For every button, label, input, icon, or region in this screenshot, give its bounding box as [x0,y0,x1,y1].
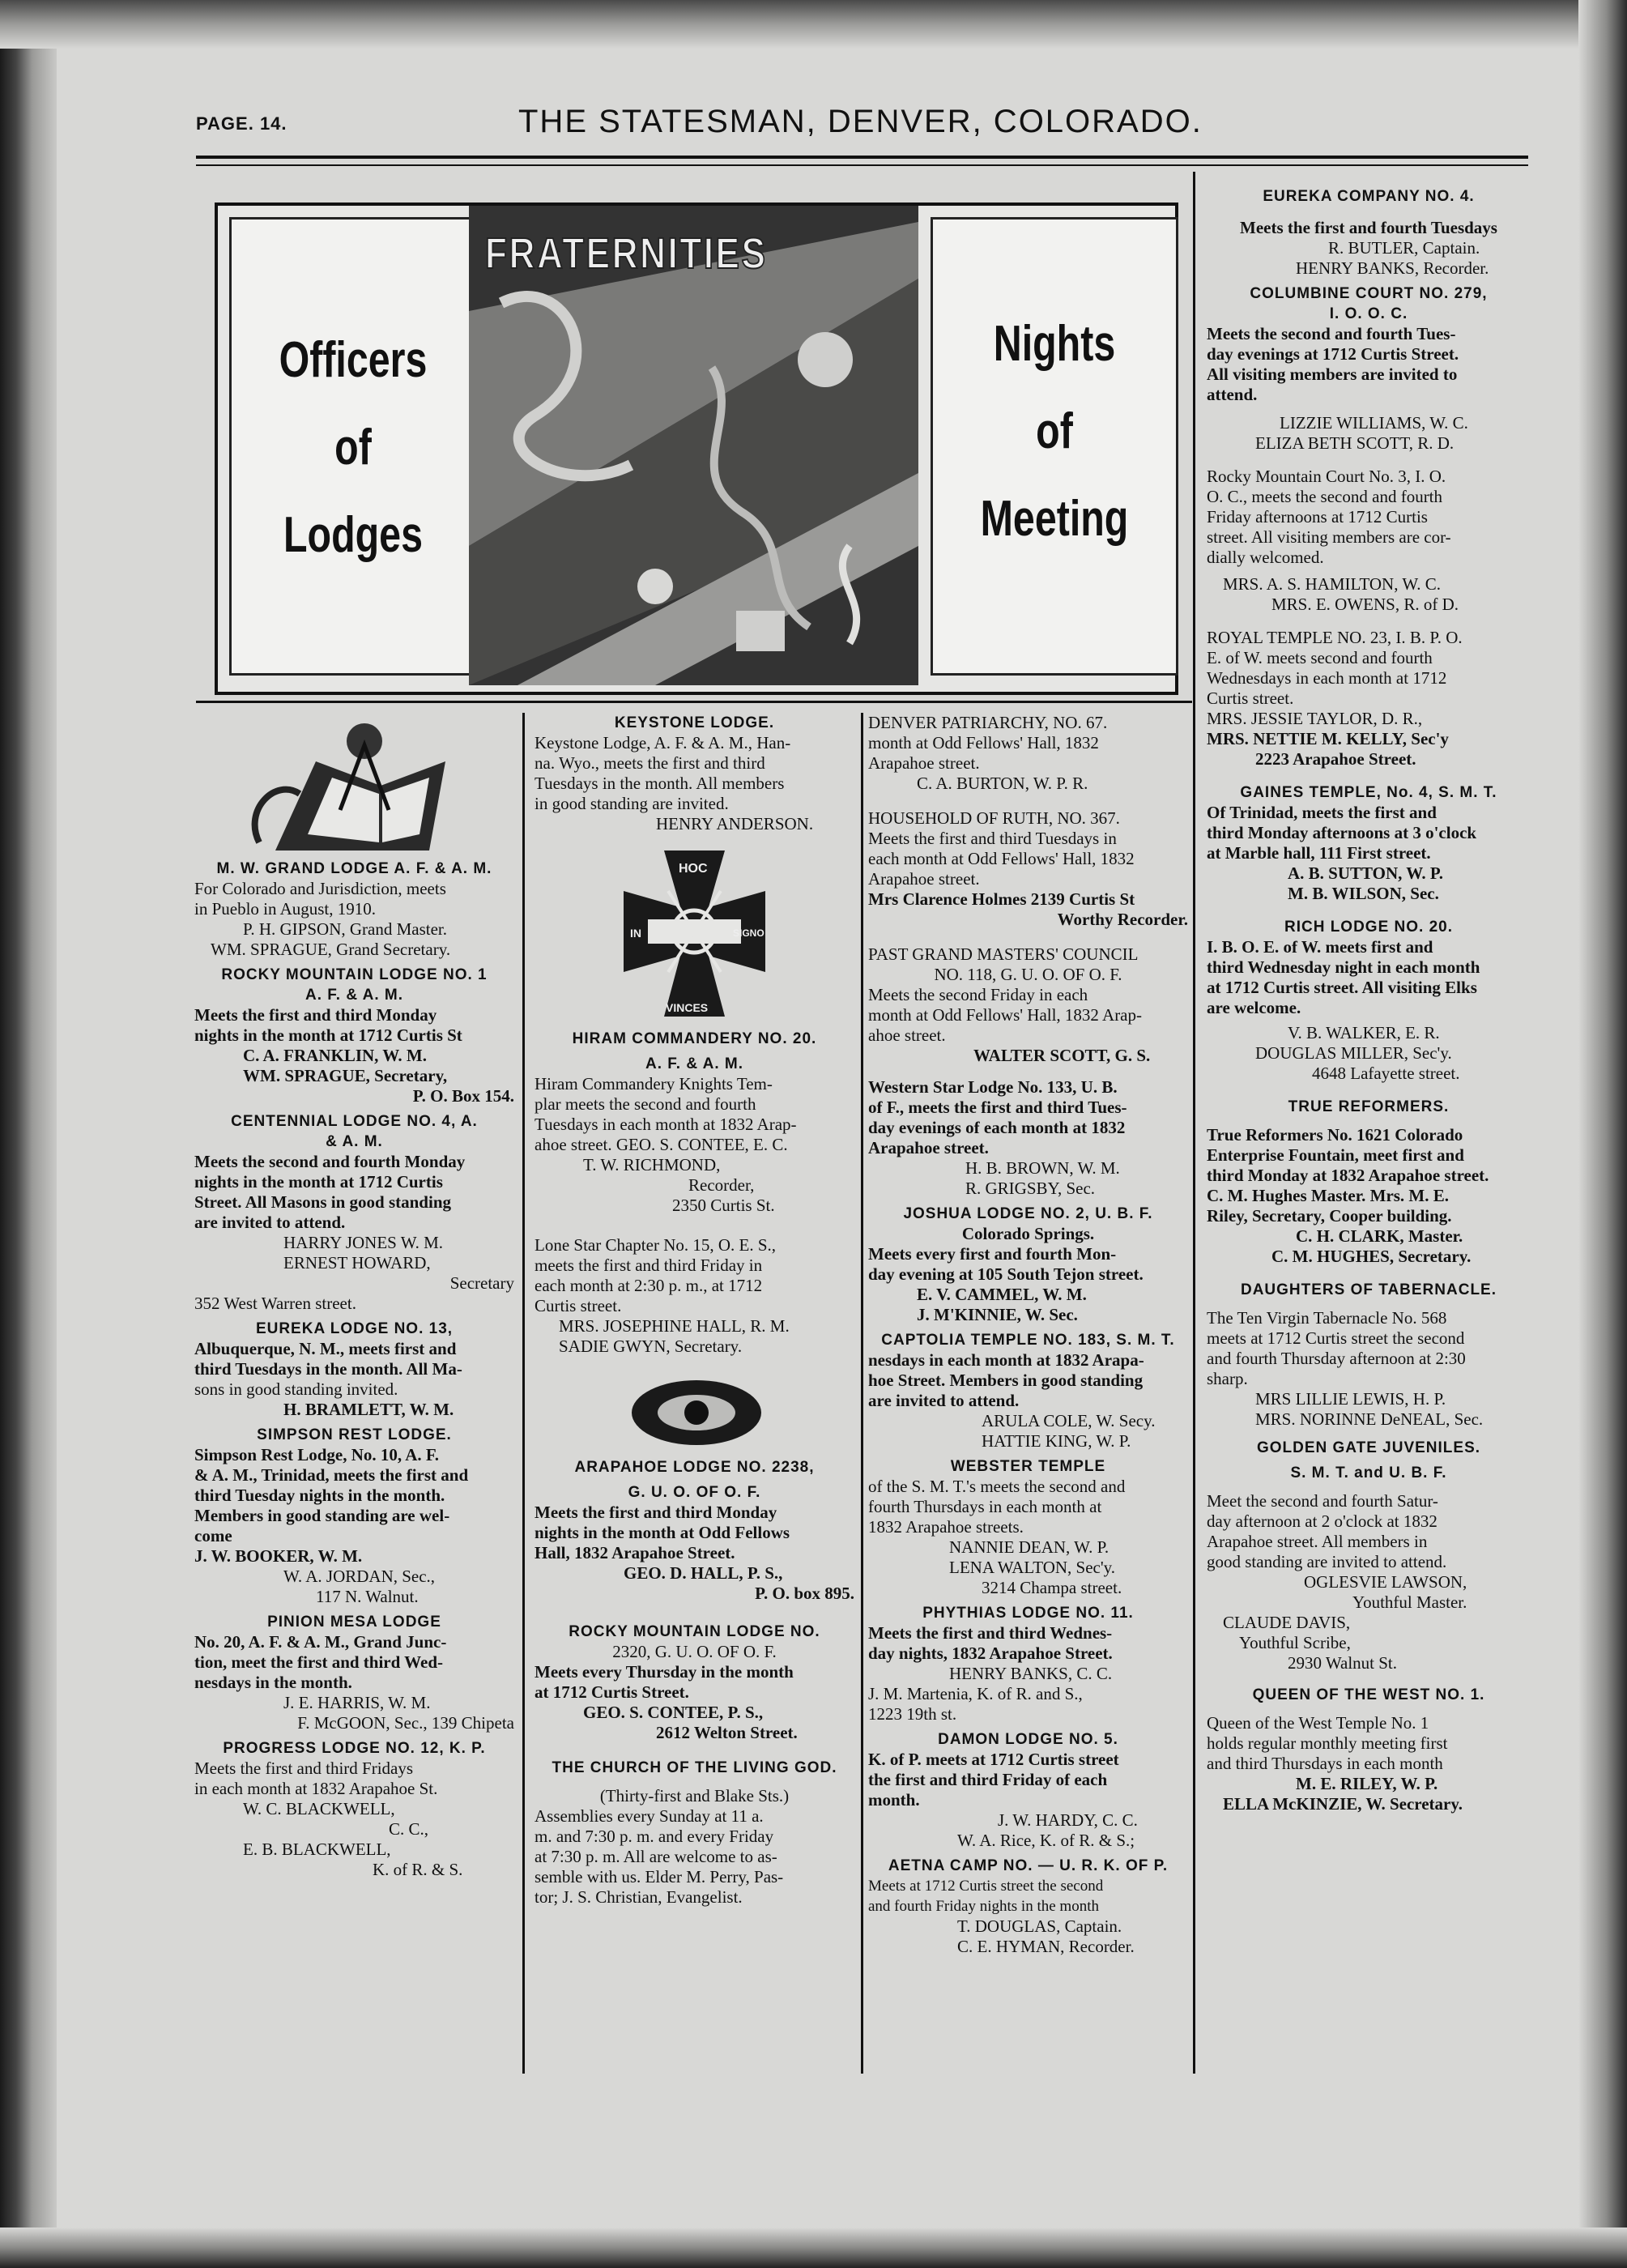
keystone-lodge-listing [535,713,854,834]
officer-line: K. of R. & S. [373,1860,463,1879]
rocky-mountain-guoof-listing [535,1622,854,1743]
address-line: 352 West Warren street. [194,1294,356,1313]
column-rule [522,713,525,2074]
listing-line: Meets the second and fourth Monday [194,1152,466,1171]
officer-line: 2223 Arapahoe Street. [1255,749,1416,769]
listing-line: third Tuesdays in the month. All Ma- [194,1359,462,1379]
listing-line: The Ten Virgin Tabernacle No. 568 [1207,1308,1447,1328]
officer-line: 2930 Walnut St. [1288,1653,1398,1673]
progress-lodge-listing [194,1738,514,1880]
listing-line: Meets the first and third Fridays [194,1759,414,1778]
officer-line: SADIE GWYN, Secretary. [559,1336,743,1356]
listing-line: Arapahoe street. All members in [1207,1532,1428,1551]
listing-line: Meets the first and third Wednes- [868,1623,1113,1643]
lodge-subtitle: I. O. O. C. [1329,305,1408,322]
masthead-title: THE STATESMAN, DENVER, COLORADO. [518,104,1203,139]
centennial-lodge-listing [194,1111,514,1314]
denver-patriarchy-listing [868,713,1188,794]
listing-line: street. All visiting members are cor- [1207,527,1451,547]
listing-line: and third Thursdays in each month [1207,1754,1443,1773]
listing-line: (Thirty-first and Blake Sts.) [599,1786,790,1805]
officer-line: R. GRIGSBY, Sec. [965,1179,1096,1198]
listing-line: come [194,1526,232,1545]
lone-star-chapter-listing [535,1235,854,1357]
listing-line: 1832 Arapahoe streets. [868,1517,1024,1537]
scan-edge-top [0,0,1627,49]
listing-line: day nights, 1832 Arapahoe Street. [868,1643,1113,1663]
officer-line: C. A. FRANKLIN, W. M. [243,1046,427,1065]
listing-line: day evenings at 1712 Curtis Street. [1207,344,1459,364]
listing-line: and fourth Friday nights in the month [868,1898,1099,1915]
lodge-title: GOLDEN GATE JUVENILES. [1256,1439,1481,1456]
listing-line: Hiram Commandery Knights Tem- [535,1074,773,1094]
rocky-mountain-lodge-listing [194,965,514,1106]
officer-line: T. W. RICHMOND, [583,1155,721,1174]
officer-line: P. O. box 895. [755,1584,854,1603]
officer-line: ELLA McKINZIE, W. Secretary. [1223,1794,1463,1814]
listing-line: True Reformers No. 1621 Colorado [1207,1125,1463,1145]
officer-line: C. E. HYMAN, Recorder. [957,1937,1135,1956]
listing-line: of F., meets the first and third Tues- [868,1098,1127,1117]
listing-line: the first and third Friday of each [868,1770,1108,1789]
emblem-text-top: HOC [679,862,708,876]
listing-line: m. and 7:30 p. m. and every Friday [535,1827,774,1846]
rich-lodge-listing [1207,917,1531,1084]
officer-line: 117 N. Walnut. [316,1587,419,1606]
western-star-lodge-listing [868,1077,1188,1199]
lodge-title: KEYSTONE LODGE. [614,714,775,731]
listing-line: Curtis street. [535,1296,622,1315]
daughters-of-tabernacle-listing [1207,1280,1531,1430]
listing-line: fourth Thursdays in each month at [868,1497,1102,1516]
listing-line: Rocky Mountain Court No. 3, I. O. [1207,467,1446,486]
past-grand-masters-listing [868,944,1188,1066]
lodge-subtitle: NO. 118, G. U. O. OF O. F. [934,965,1122,984]
hiram-commandery-listing [535,1029,854,1216]
listing-line: third Monday afternoons at 3 o'clock [1207,823,1477,842]
pinion-mesa-lodge-listing [194,1612,514,1733]
listing-line: in good standing are invited. [535,794,729,813]
captolia-temple-listing [868,1330,1188,1452]
column-rule [1193,172,1195,2074]
officer-line: W. A. JORDAN, Sec., [283,1567,436,1586]
lodge-title: ROCKY MOUNTAIN LODGE NO. 1 [221,966,488,983]
listing-line: Of Trinidad, meets the first and [1207,803,1437,822]
listing-line: Meets the first and fourth Tuesdays [1240,218,1497,237]
listing-line: Tuesdays in each month at 1832 Arap- [535,1115,797,1134]
column-3 [868,713,1188,1962]
listing-line: Meets the first and third Tuesdays in [868,829,1117,848]
listing-line: Arapahoe street. [868,869,980,889]
arapahoe-lodge-listing [535,1457,854,1604]
listing-line: Riley, Secretary, Cooper building. [1207,1206,1452,1226]
true-reformers-listing [1207,1097,1531,1267]
lodge-title: COLUMBINE COURT NO. 279, [1250,285,1488,302]
officer-line: 3214 Champa street. [982,1578,1122,1597]
lodge-title: DENVER PATRIARCHY, NO. 67. [868,713,1108,732]
listing-line: ahoe street. [868,1025,946,1045]
officer-line: F. McGOON, Sec., 139 Chipeta [297,1713,514,1733]
lodge-subtitle: S. M. T. and U. B. F. [1290,1464,1447,1481]
listing-line: meets at 1712 Curtis street the second [1207,1328,1465,1348]
banner-right-box [931,217,1178,676]
officer-line: OGLESVIE LAWSON, [1304,1572,1467,1592]
listing-line: Meets the second and fourth Tues- [1207,324,1456,343]
church-living-god-listing [535,1758,854,1908]
officer-line: ELIZA BETH SCOTT, R. D. [1255,433,1455,453]
officer-line: J. W. BOOKER, W. M. [194,1546,363,1566]
officer-line: MRS. NORINNE DeNEAL, Sec. [1255,1409,1484,1429]
officer-line: C. H. CLARK, Master. [1296,1226,1463,1246]
lodge-title: PINION MESA LODGE [267,1614,441,1631]
listing-line: third Tuesday nights in the month. [194,1486,445,1505]
listing-line: Meets every first and fourth Mon- [868,1244,1117,1264]
officer-line: R. BUTLER, Captain. [1328,238,1480,258]
lodge-title: QUEEN OF THE WEST NO. 1. [1252,1686,1485,1703]
eureka-lodge-listing [194,1319,514,1420]
officer-line: ARULA COLE, W. Secy. [982,1411,1156,1430]
listing-line: Members in good standing are wel- [194,1506,450,1525]
lodge-subtitle: A. F. & A. M. [645,1055,744,1072]
officer-line: MRS. A. S. HAMILTON, W. C. [1223,574,1441,594]
listing-line: holds regular monthly meeting first [1207,1733,1448,1753]
joshua-lodge-listing [868,1204,1188,1325]
listing-line: Meets the second Friday in each [868,985,1088,1004]
banner-left-box [229,217,477,676]
officer-line: MRS. JOSEPHINE HALL, R. M. [559,1316,790,1336]
column-1 [194,713,514,1885]
lodge-title: WEBSTER TEMPLE [950,1458,1106,1475]
listing-line: E. of W. meets second and fourth [1207,648,1433,667]
officer-line: NANNIE DEAN, W. P. [949,1537,1110,1557]
listing-line: Meets the first and third Monday [535,1503,777,1522]
listing-line: Albuquerque, N. M., meets first and [194,1339,457,1358]
officer-line: E. V. CAMMEL, W. M. [917,1285,1087,1304]
officer-line: WM. SPRAGUE, Grand Secretary. [211,940,451,959]
listing-line: month at Odd Fellows' Hall, 1832 Arap- [868,1005,1142,1025]
officer-line: HATTIE KING, W. P. [982,1431,1131,1451]
eye-icon [535,1368,854,1457]
fraternities-banner [215,202,1178,695]
listing-line: nights in the month at Odd Fellows [535,1523,790,1542]
banner-left-line: Officers [279,332,428,388]
lodge-title: HOUSEHOLD OF RUTH, NO. 367. [868,808,1120,828]
listing-line: Tuesdays in the month. All members [535,774,785,793]
listing-line: each month at 2:30 p. m., at 1712 [535,1276,763,1295]
listing-line: na. Wyo., meets the first and third [535,753,765,773]
officer-line: HENRY BANKS, C. C. [949,1664,1113,1683]
lodge-title: HIRAM COMMANDERY NO. 20. [572,1030,817,1047]
webster-temple-listing [868,1456,1188,1598]
officer-line: Secretary [449,1273,514,1293]
officer-line: P. O. Box 154. [412,1086,514,1106]
officer-line: T. DOUGLAS, Captain. [957,1916,1122,1936]
banner-left-line: Lodges [283,507,423,563]
officer-line: W. C. BLACKWELL, [243,1799,395,1818]
listing-line: each month at Odd Fellows' Hall, 1832 [868,849,1135,868]
listing-line: month at Odd Fellows' Hall, 1832 [868,733,1099,752]
officer-line: LIZZIE WILLIAMS, W. C. [1280,413,1468,433]
officer-line: C. M. HUGHES, Secretary. [1271,1247,1472,1266]
listing-line: Meets at 1712 Curtis street the second [868,1878,1104,1895]
listing-line: No. 20, A. F. & A. M., Grand Junc- [194,1632,447,1652]
listing-line: are welcome. [1207,998,1301,1017]
listing-line: month. [868,1790,920,1810]
officer-line: H. BRAMLETT, W. M. [283,1400,454,1419]
listing-line: ahoe street. GEO. S. CONTEE, E. C. [535,1135,788,1154]
listing-line: O. C., meets the second and fourth [1207,487,1443,506]
officer-line: HENRY ANDERSON. [656,814,814,833]
officer-line: MRS LILLIE LEWIS, H. P. [1255,1389,1446,1409]
lodge-title: DAUGHTERS OF TABERNACLE. [1240,1281,1497,1298]
officer-line: J. M. Martenia, K. of R. and S., [868,1684,1083,1703]
lodge-title: EUREKA COMPANY NO. 4. [1263,188,1475,205]
officer-line: HENRY BANKS, Recorder. [1296,258,1489,278]
officer-line: M. B. WILSON, Sec. [1288,884,1439,903]
lodge-subtitle: G. U. O. OF O. F. [628,1484,761,1501]
simpson-rest-lodge-listing [194,1425,514,1607]
officer-line: Recorder, [688,1175,755,1195]
banner-art-title: FRATERNITIES [485,229,768,278]
officer-line: Youthful Scribe, [1239,1633,1351,1652]
emblem-text-right: SIGNO [733,927,765,939]
book-icon [736,611,785,651]
listing-line: at 1712 Curtis street. All visiting Elks [1207,978,1477,997]
lodge-title: ARAPAHOE LODGE NO. 2238, [574,1459,815,1476]
masthead-rule [196,156,1528,159]
listing-line: in each month at 1832 Arapahoe St. [194,1779,438,1798]
listing-line: Street. All Masons in good standing [194,1192,451,1212]
listing-line: & A. M., Trinidad, meets the first and [194,1465,469,1485]
lodge-subtitle: & A. M. [326,1133,383,1150]
listing-line: nesdays in the month. [194,1673,352,1692]
officer-line: 2612 Welton Street. [656,1723,798,1742]
listing-line: meets the first and third Friday in [535,1256,763,1275]
listing-line: Assemblies every Sunday at 11 a. [535,1806,764,1826]
listing-line: of the S. M. T.'s meets the second and [868,1477,1126,1496]
page-number: PAGE. 14. [196,113,287,134]
banner-right-line: of [1036,403,1073,459]
lodge-title: PAST GRAND MASTERS' COUNCIL [868,944,1139,964]
golden-gate-juveniles-listing [1207,1438,1531,1673]
listing-line: day evening at 105 South Tejon street. [868,1264,1144,1284]
officer-line: C. C., [389,1819,429,1839]
listing-line: hoe Street. Members in good standing [868,1371,1144,1390]
officer-line: A. B. SUTTON, W. P. [1288,863,1443,883]
listing-line: Enterprise Fountain, meet first and [1207,1145,1464,1165]
column-2 [535,713,854,1912]
figure-icon [798,332,853,387]
royal-temple-listing [1207,628,1531,770]
rocky-mountain-court-listing [1207,467,1531,615]
grand-lodge-listing [194,859,514,960]
listing-line: at 1712 Curtis Street. [535,1682,689,1702]
officer-line: J. E. HARRIS, W. M. [283,1693,431,1712]
lodge-title: THE CHURCH OF THE LIVING GOD. [552,1759,837,1776]
officer-line: WALTER SCOTT, G. S. [973,1046,1151,1065]
lodge-title: PHYTHIAS LODGE NO. 11. [922,1605,1134,1622]
officer-line: J. W. HARDY, C. C. [998,1810,1138,1830]
emblem-text-bottom: VINCES [666,1001,709,1014]
scan-edge-left [0,0,57,2268]
officer-line: E. B. BLACKWELL, [243,1840,391,1859]
skull-icon [637,569,673,604]
scan-edge-right [1578,0,1627,2268]
columbine-court-listing [1207,284,1531,454]
lodge-subtitle: A. F. & A. M. [305,987,404,1004]
listing-line: nights in the month at 1712 Curtis [194,1172,443,1192]
lodge-title: RICH LODGE NO. 20. [1284,919,1454,936]
officer-line: P. H. GIPSON, Grand Master. [243,919,447,939]
listing-line: Arapahoe street. [868,753,980,773]
listing-line: good standing are invited to attend. [1207,1552,1447,1571]
listing-line: Meets the first and third Monday [194,1005,437,1025]
lodge-title: DAMON LODGE NO. 5. [938,1731,1118,1748]
lodge-subtitle: Colorado Springs. [961,1224,1095,1243]
listing-line: at Marble hall, 111 First street. [1207,843,1431,863]
listing-line: K. of P. meets at 1712 Curtis street [868,1750,1119,1769]
listing-line: sharp. [1207,1369,1248,1388]
banner-right-line: Meeting [980,491,1129,547]
officer-line: J. M'KINNIE, W. Sec. [917,1305,1078,1324]
lodge-title: ROCKY MOUNTAIN LODGE NO. [569,1623,820,1640]
lodge-title: JOSHUA LODGE NO. 2, U. B. F. [903,1205,1153,1222]
lodge-title: EUREKA LODGE NO. 13, [255,1320,454,1337]
listing-line: C. M. Hughes Master. Mrs. M. E. [1207,1186,1450,1205]
listing-line: third Monday at 1832 Arapahoe street. [1207,1166,1489,1185]
officer-line: 2350 Curtis St. [672,1196,775,1215]
all-seeing-eye-illustration [535,1368,854,1457]
lodge-title: SIMPSON REST LODGE. [257,1426,452,1443]
listing-line: third Wednesday night in each month [1207,957,1480,977]
listing-line: Meets every Thursday in the month [535,1662,794,1682]
listing-line: Friday afternoons at 1712 Curtis [1207,507,1428,526]
officer-line: MRS. E. OWENS, R. of D. [1271,595,1459,614]
officer-line: Worthy Recorder. [1057,910,1188,929]
listing-line: Curtis street. [1207,688,1294,708]
damon-lodge-listing [868,1729,1188,1851]
listing-line: Mrs Clarence Holmes 2139 Curtis St [868,889,1135,909]
officer-line: DOUGLAS MILLER, Sec'y. [1255,1043,1452,1063]
listing-line: ROYAL TEMPLE NO. 23, I. B. P. O. [1207,628,1463,647]
emblem-text-left: IN [630,927,641,940]
lodge-title: CENTENNIAL LODGE NO. 4, A. [231,1113,478,1130]
officer-line: CLAUDE DAVIS, [1223,1613,1351,1632]
listing-line: dially welcomed. [1207,548,1324,567]
listing-line: For Colorado and Jurisdiction, meets [194,879,446,898]
lodge-subtitle: 2320, G. U. O. OF O. F. [612,1642,777,1661]
column-rule [861,713,863,2074]
officer-line: Youthful Master. [1352,1592,1467,1612]
listing-line: day evenings of each month at 1832 [868,1118,1126,1137]
officer-line: 1223 19th st. [868,1704,957,1724]
lodge-title: TRUE REFORMERS. [1288,1098,1450,1115]
listing-line: day afternoon at 2 o'clock at 1832 [1207,1511,1437,1531]
officer-line: C. A. BURTON, W. P. R. [917,774,1088,793]
officer-line: 4648 Lafayette street. [1312,1064,1460,1083]
listing-line: Meet the second and fourth Satur- [1207,1491,1438,1511]
officer-line: W. A. Rice, K. of R. & S.; [957,1831,1135,1850]
queen-of-the-west-listing [1207,1685,1531,1814]
listing-line: in Pueblo in August, 1910. [194,899,377,919]
banner-right-line: Nights [993,316,1116,372]
eureka-company-listing [1207,186,1531,279]
officer-line: MRS. NETTIE M. KELLY, Sec'y [1207,729,1449,748]
gaines-temple-listing [1207,782,1531,904]
listing-line: tion, meet the first and third Wed- [194,1652,444,1672]
officer-line: HARRY JONES W. M. [283,1233,444,1252]
officer-line: MRS. JESSIE TAYLOR, D. R., [1207,709,1423,728]
listing-line: Lone Star Chapter No. 15, O. E. S., [535,1235,777,1255]
listing-line: and fourth Thursday afternoon at 2:30 [1207,1349,1466,1368]
listing-line: Arapahoe street. [868,1138,989,1157]
lodge-title: AETNA CAMP NO. — U. R. K. OF P. [888,1857,1169,1874]
lodge-title: PROGRESS LODGE NO. 12, K. P. [223,1740,486,1757]
banner-left-line: of [334,420,372,475]
banner-rule [196,701,1192,703]
masthead-rule-thin [196,164,1528,166]
listing-line: semble with us. Elder M. Perry, Pas- [535,1867,784,1886]
bible-illustration [194,713,514,859]
banner-illustration [469,206,918,685]
listing-line: Western Star Lodge No. 133, U. B. [868,1077,1118,1097]
aetna-camp-listing [868,1856,1188,1957]
lodge-title: M. W. GRAND LODGE A. F. & A. M. [216,860,492,877]
listing-line: Keystone Lodge, A. F. & A. M., Han- [535,733,791,752]
listing-line: attend. [1207,385,1258,404]
listing-line: tor; J. S. Christian, Evangelist. [535,1887,743,1907]
officer-line: ERNEST HOWARD, [283,1253,431,1273]
officer-line: GEO. S. CONTEE, P. S., [583,1703,764,1722]
household-of-ruth-listing [868,808,1188,930]
officer-line: WM. SPRAGUE, Secretary, [243,1066,448,1085]
officer-line: M. E. RILEY, W. P. [1296,1774,1438,1793]
listing-line: are invited to attend. [868,1391,1020,1410]
listing-line: sons in good standing invited. [194,1379,398,1399]
officer-line: H. B. BROWN, W. M. [965,1158,1120,1178]
officer-line: LENA WALTON, Sec'y. [949,1558,1116,1577]
column-4 [1207,180,1531,1819]
listing-line: I. B. O. E. of W. meets first and [1207,937,1433,957]
phythias-lodge-listing [868,1603,1188,1724]
knights-templar-emblem [535,842,854,1029]
listing-line: Wednesdays in each month at 1712 [1207,668,1447,688]
listing-line: Queen of the West Temple No. 1 [1207,1713,1429,1733]
listing-line: are invited to attend. [194,1213,346,1232]
officer-line: GEO. D. HALL, P. S., [624,1563,783,1583]
listing-line: Simpson Rest Lodge, No. 10, A. F. [194,1445,440,1464]
listing-line: Hall, 1832 Arapahoe Street. [535,1543,735,1562]
scan-edge-bottom [0,2228,1627,2268]
lodge-title: CAPTOLIA TEMPLE NO. 183, S. M. T. [881,1332,1175,1349]
listing-line: All visiting members are invited to [1207,364,1458,384]
officer-line: V. B. WALKER, E. R. [1288,1023,1440,1042]
listing-line: nights in the month at 1712 Curtis St [194,1025,462,1045]
lodge-title: GAINES TEMPLE, No. 4, S. M. T. [1240,784,1497,801]
listing-line: nesdays in each month at 1832 Arapa- [868,1350,1144,1370]
listing-line: at 7:30 p. m. All are welcome to as- [535,1847,777,1866]
open-bible-icon [194,713,514,859]
listing-line: plar meets the second and fourth [535,1094,756,1114]
